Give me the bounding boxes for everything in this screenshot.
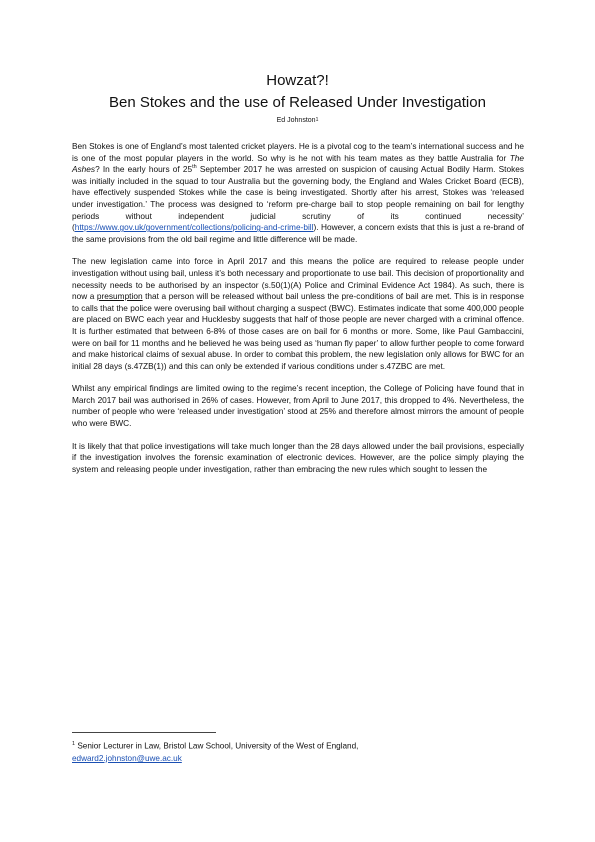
policing-bill-link[interactable]: https://www.gov.uk/government/collections/policing-and-crime-bill [74, 222, 314, 233]
footnote [72, 738, 524, 765]
presumption-underlined: presumption [96, 291, 143, 302]
ordinal-suffix: th [192, 164, 197, 171]
p1-text-c: September 2017 he was arrested on suspicion of causing Actual Bodily Harm. Stokes was initially included in the squad to tour Australia but the governing body, the England and Wales Cricket Board (ECB), have effectively suspended Stokes while the case is being investigated. Shortly after his arrest, Stokes was ‘released under investigation.’ The process was designed to ‘reform pre-charge bail to stop people remaining on bail for lengthy periods without independent judicial scrutiny of its continued necessity’ ( [72, 164, 524, 233]
paragraph-3: Whilst any empirical findings are limited owing to the regime’s recent inception, the College of Policing have found that in March 2017 bail was authorised in 26% of cases. However, from April to June 2017, this dropped to 4%. Nevertheless, the number of people who were ‘released under investigation’ stood at 25% and therefore almost mirrors the amount of people who were BWC. [72, 383, 524, 429]
p2-text-b: that a person will be released without bail unless the pre-conditions of bail are met. This is in response to calls that the police were overusing bail without charging a suspect (BWC). Estimates indicate that some 400,000 people are placed on BWC each year and Hucklesby suggests that half of those people are never charged with a criminal offence. It is further estimated that between 6-8% of those cases are on bail for 6 months or more. Some, like Paul Gambaccini, were on bail for 11 months and he believed he was being used as ‘human fly paper’ to allow further people to come forward and make historical claims of sexual abuse. In order to combat this problem, the new legislation only allows for BWC for an initial 28 days (s.47ZB(1)) and this can only be extended if various conditions under s.47ZBC are met. [72, 291, 524, 371]
paragraph-2 [72, 256, 524, 372]
article-body [72, 141, 524, 486]
p1-text-b: ? In the early hours of 25 [95, 164, 193, 175]
author-footnote-mark[interactable]: 1 [315, 117, 319, 123]
footnote-text: Senior Lecturer in Law, Bristol Law School, University of the West of England, [75, 741, 359, 751]
title-line-1: Howzat?! [266, 72, 329, 89]
paragraph-1 [72, 141, 524, 245]
p1-text-a: Ben Stokes is one of England’s most talented cricket players. He is a pivotal cog to the team’s international success and he is one of the most popular players in the world. So why is he not with his team mates as they battle Australia for [72, 141, 524, 163]
p1-text-d: ). However, a concern exists that this is just a re-brand of the same provisions from the old bail regime and little difference will be made. [72, 222, 524, 244]
author-name: Ed Johnston [276, 117, 316, 124]
footnote-mark: 1 [72, 741, 76, 747]
the-ashes-italic: The Ashes [72, 152, 524, 175]
title-line-2: Ben Stokes and the use of Released Under Investigation [109, 94, 486, 111]
p2-text-a: The new legislation came into force in April 2017 and this means the police are required to release people under investigation without using bail, unless it’s both necessary and proportionate to use bail. This decision of proportionality and necessity needs to be authorised by an inspector (s.50(1)(A) Police and Criminal Evidence Act 1984). As such, there is now a [72, 256, 524, 302]
paragraph-4: It is likely that that police investigations will take much longer than the 28 days allowed under the bail provisions, especially if the investigation involves the forensic examination of electronic devices. However, are the police simply playing the system and releasing people under investigation, rather than embracing the new rules which sought to lessen the [72, 440, 524, 474]
author-email-link[interactable]: edward2.johnston@uwe.ac.uk [72, 753, 182, 763]
author [0, 116, 595, 125]
footnote-divider [72, 732, 216, 733]
